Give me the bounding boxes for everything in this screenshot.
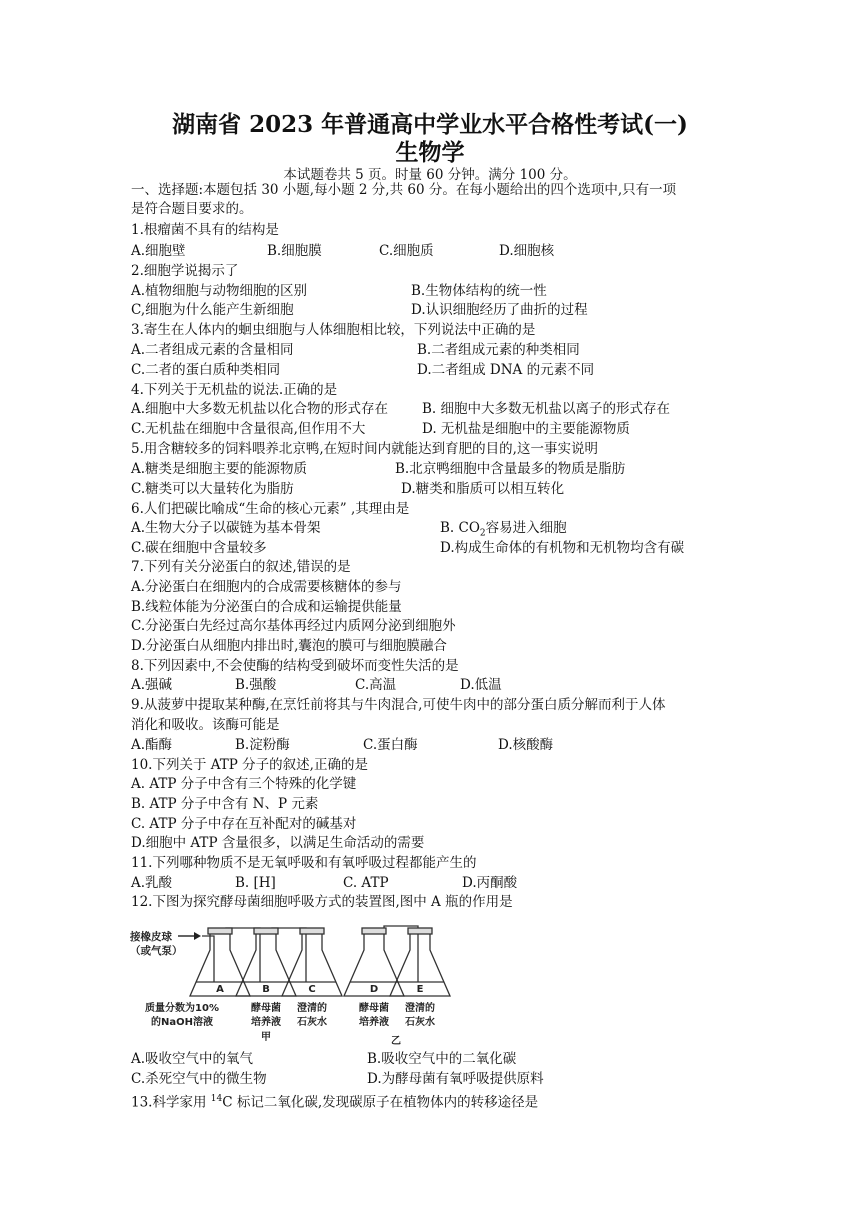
option: C.糖类可以大量转化为脂肪 — [131, 481, 294, 497]
figure-caption-yi: 乙 — [391, 1036, 401, 1045]
figure-caption-jia: 甲 — [261, 1032, 271, 1043]
solution-label: 质量分数为10% — [145, 1003, 219, 1014]
option: D.细胞中 ATP 含量很多，以满足生命活动的需要 — [131, 835, 425, 851]
option: C. ATP 分子中存在互补配对的碱基对 — [131, 816, 357, 832]
flask-label: C — [308, 984, 316, 995]
option: D.二者组成 DNA 的元素不同 — [417, 362, 595, 378]
solution-label: 酵母菌 — [359, 1003, 389, 1014]
tube — [202, 936, 214, 982]
pump-label: 接橡皮球 — [130, 931, 172, 943]
question-stem: 12.下图为探究酵母菌细胞呼吸方式的装置图,图中 A 瓶的作用是 — [131, 894, 513, 910]
arrow-head — [194, 932, 201, 940]
option: A.吸收空气中的氧气 — [131, 1051, 254, 1067]
option: B. 细胞中大多数无机盐以离子的形式存在 — [422, 401, 671, 417]
option: B.强酸 — [235, 677, 277, 693]
option: C.高温 — [355, 677, 397, 693]
option: D.构成生命体的有机物和无机物均含有碳 — [440, 540, 685, 556]
exam-title: 湖南省 2023 年普通高中学业水平合格性考试(一) — [172, 111, 688, 138]
question-stem: 2.细胞学说揭示了 — [131, 263, 239, 279]
apparatus-figure — [126, 920, 471, 1045]
exam-info: 本试题卷共 5 页。时量 60 分钟。满分 100 分。 — [283, 167, 577, 183]
option: D.分泌蛋白从细胞内排出时,囊泡的膜可与细胞膜融合 — [131, 638, 447, 654]
solution-label: 培养液 — [359, 1017, 389, 1028]
option: D.细胞核 — [499, 243, 555, 259]
stem-text: C 标记二氧化碳,发现碳原子在植物体内的转移途径是 — [222, 1094, 539, 1111]
option: A.强碱 — [131, 677, 173, 693]
option: B.线粒体能为分泌蛋白的合成和运输提供能量 — [131, 599, 402, 615]
question-stem: 6.人们把碳比喻成“生命的核心元素” ,其理由是 — [131, 501, 410, 517]
flask-label: D — [369, 984, 379, 995]
question-stem: 9.从菠萝中提取某种酶,在烹饪前将其与牛肉混合,可使牛肉中的部分蛋白质分解而利于人体 — [131, 697, 666, 713]
option: A.生物大分子以碳链为基本骨架 — [131, 520, 321, 536]
option: B.细胞膜 — [267, 243, 322, 259]
tube — [272, 928, 306, 982]
pump-label-alt: （或气泵） — [130, 945, 183, 957]
question-stem — [131, 1090, 538, 1113]
option: B.淀粉酶 — [235, 737, 290, 753]
option: B.吸收空气中的二氧化碳 — [367, 1051, 517, 1067]
solution-label: 石灰水 — [405, 1017, 435, 1028]
option: D.为酵母菌有氧呼吸提供原料 — [367, 1071, 544, 1087]
option: D. 无机盐是细胞中的主要能源物质 — [422, 421, 630, 437]
stopper — [300, 928, 324, 934]
option: D.核酸酶 — [498, 737, 554, 753]
option: B.北京鸭细胞中含量最多的物质是脂肪 — [395, 461, 626, 477]
option: C.蛋白酶 — [363, 737, 418, 753]
superscript: 14 — [210, 1094, 223, 1104]
option: B. [H] — [235, 875, 276, 891]
option: C.碳在细胞中含量较多 — [131, 540, 267, 556]
question-stem: 3.寄生在人体内的蛔虫细胞与人体细胞相比较，下列说法中正确的是 — [131, 322, 536, 338]
solution-label: 酵母菌 — [251, 1003, 281, 1014]
option: A.植物细胞与动物细胞的区别 — [131, 283, 308, 299]
subject-title: 生物学 — [395, 139, 465, 166]
question-stem: 1.根瘤菌不具有的结构是 — [131, 222, 279, 238]
option: C.杀死空气中的微生物 — [131, 1071, 267, 1087]
section-instructions: 一、选择题:本题包括 30 小题,每小题 2 分,共 60 分。在每小题给出的四个选项中,只有一项 — [131, 182, 677, 198]
option: A.分泌蛋白在细胞内的合成需要核糖体的参与 — [131, 579, 402, 595]
question-stem-cont: 消化和吸收。该酶可能是 — [131, 717, 280, 733]
option: A. ATP 分子中含有三个特殊的化学键 — [131, 776, 357, 792]
option: D.糖类和脂质可以相互转化 — [401, 481, 565, 497]
option: B.二者组成元素的种类相同 — [417, 342, 580, 358]
flask-group-yi — [344, 926, 450, 996]
flask-label: A — [216, 984, 224, 995]
option: A.酯酶 — [131, 737, 173, 753]
option: C.分泌蛋白先经过高尔基体再经过内质网分泌到细胞外 — [131, 618, 456, 634]
option: D.丙酮酸 — [462, 875, 518, 891]
stopper — [208, 928, 232, 934]
stopper — [408, 928, 432, 934]
solution-label: 澄清的 — [405, 1003, 435, 1014]
stopper — [254, 928, 278, 934]
subscript: 2 — [479, 528, 486, 539]
option: C. ATP — [343, 875, 389, 891]
option: B.生物体结构的统一性 — [411, 283, 547, 299]
question-stem: 7.下列有关分泌蛋白的叙述,错误的是 — [131, 559, 351, 575]
question-stem: 8.下列因素中,不会使酶的结构受到破坏而变性失活的是 — [131, 658, 459, 674]
stem-text: 13.科学家用 — [131, 1094, 211, 1111]
option: C.无机盐在细胞中含量很高,但作用不大 — [131, 421, 366, 437]
option: D.认识细胞经历了曲折的过程 — [411, 302, 588, 318]
flask-label: E — [416, 984, 424, 995]
option-text: 容易进入细胞 — [485, 520, 567, 536]
option: C,细胞为什么能产生新细胞 — [131, 302, 294, 318]
option-text: B. CO — [440, 520, 480, 536]
section-instructions-cont: 是符合题目要求的。 — [131, 201, 253, 217]
flask-label: B — [262, 984, 270, 995]
question-stem: 10.下列关于 ATP 分子的叙述,正确的是 — [131, 757, 368, 773]
option: A.糖类是细胞主要的能源物质 — [131, 461, 308, 477]
option: A.细胞壁 — [131, 243, 186, 259]
option: C.二者的蛋白质种类相同 — [131, 362, 281, 378]
option: A.二者组成元素的含量相同 — [131, 342, 294, 358]
stopper — [362, 928, 386, 934]
option: A.细胞中大多数无机盐以化合物的形式存在 — [131, 401, 389, 417]
option: B. ATP 分子中含有 N、P 元素 — [131, 796, 319, 812]
option: D.低温 — [460, 677, 502, 693]
solution-label: 澄清的 — [297, 1003, 327, 1014]
option: C.细胞质 — [379, 243, 434, 259]
option: A.乳酸 — [131, 875, 173, 891]
question-stem: 11.下列哪种物质不是无氧呼吸和有氧呼吸过程都能产生的 — [131, 855, 477, 871]
question-stem: 4.下列关于无机盐的说法.正确的是 — [131, 382, 338, 398]
solution-label: 的NaOH溶液 — [151, 1017, 213, 1028]
question-stem: 5.用含糖较多的饲料喂养北京鸭,在短时间内就能达到育肥的目的,这一事实说明 — [131, 441, 598, 457]
solution-label: 石灰水 — [297, 1017, 327, 1028]
tube — [226, 928, 260, 982]
solution-label: 培养液 — [251, 1017, 281, 1028]
